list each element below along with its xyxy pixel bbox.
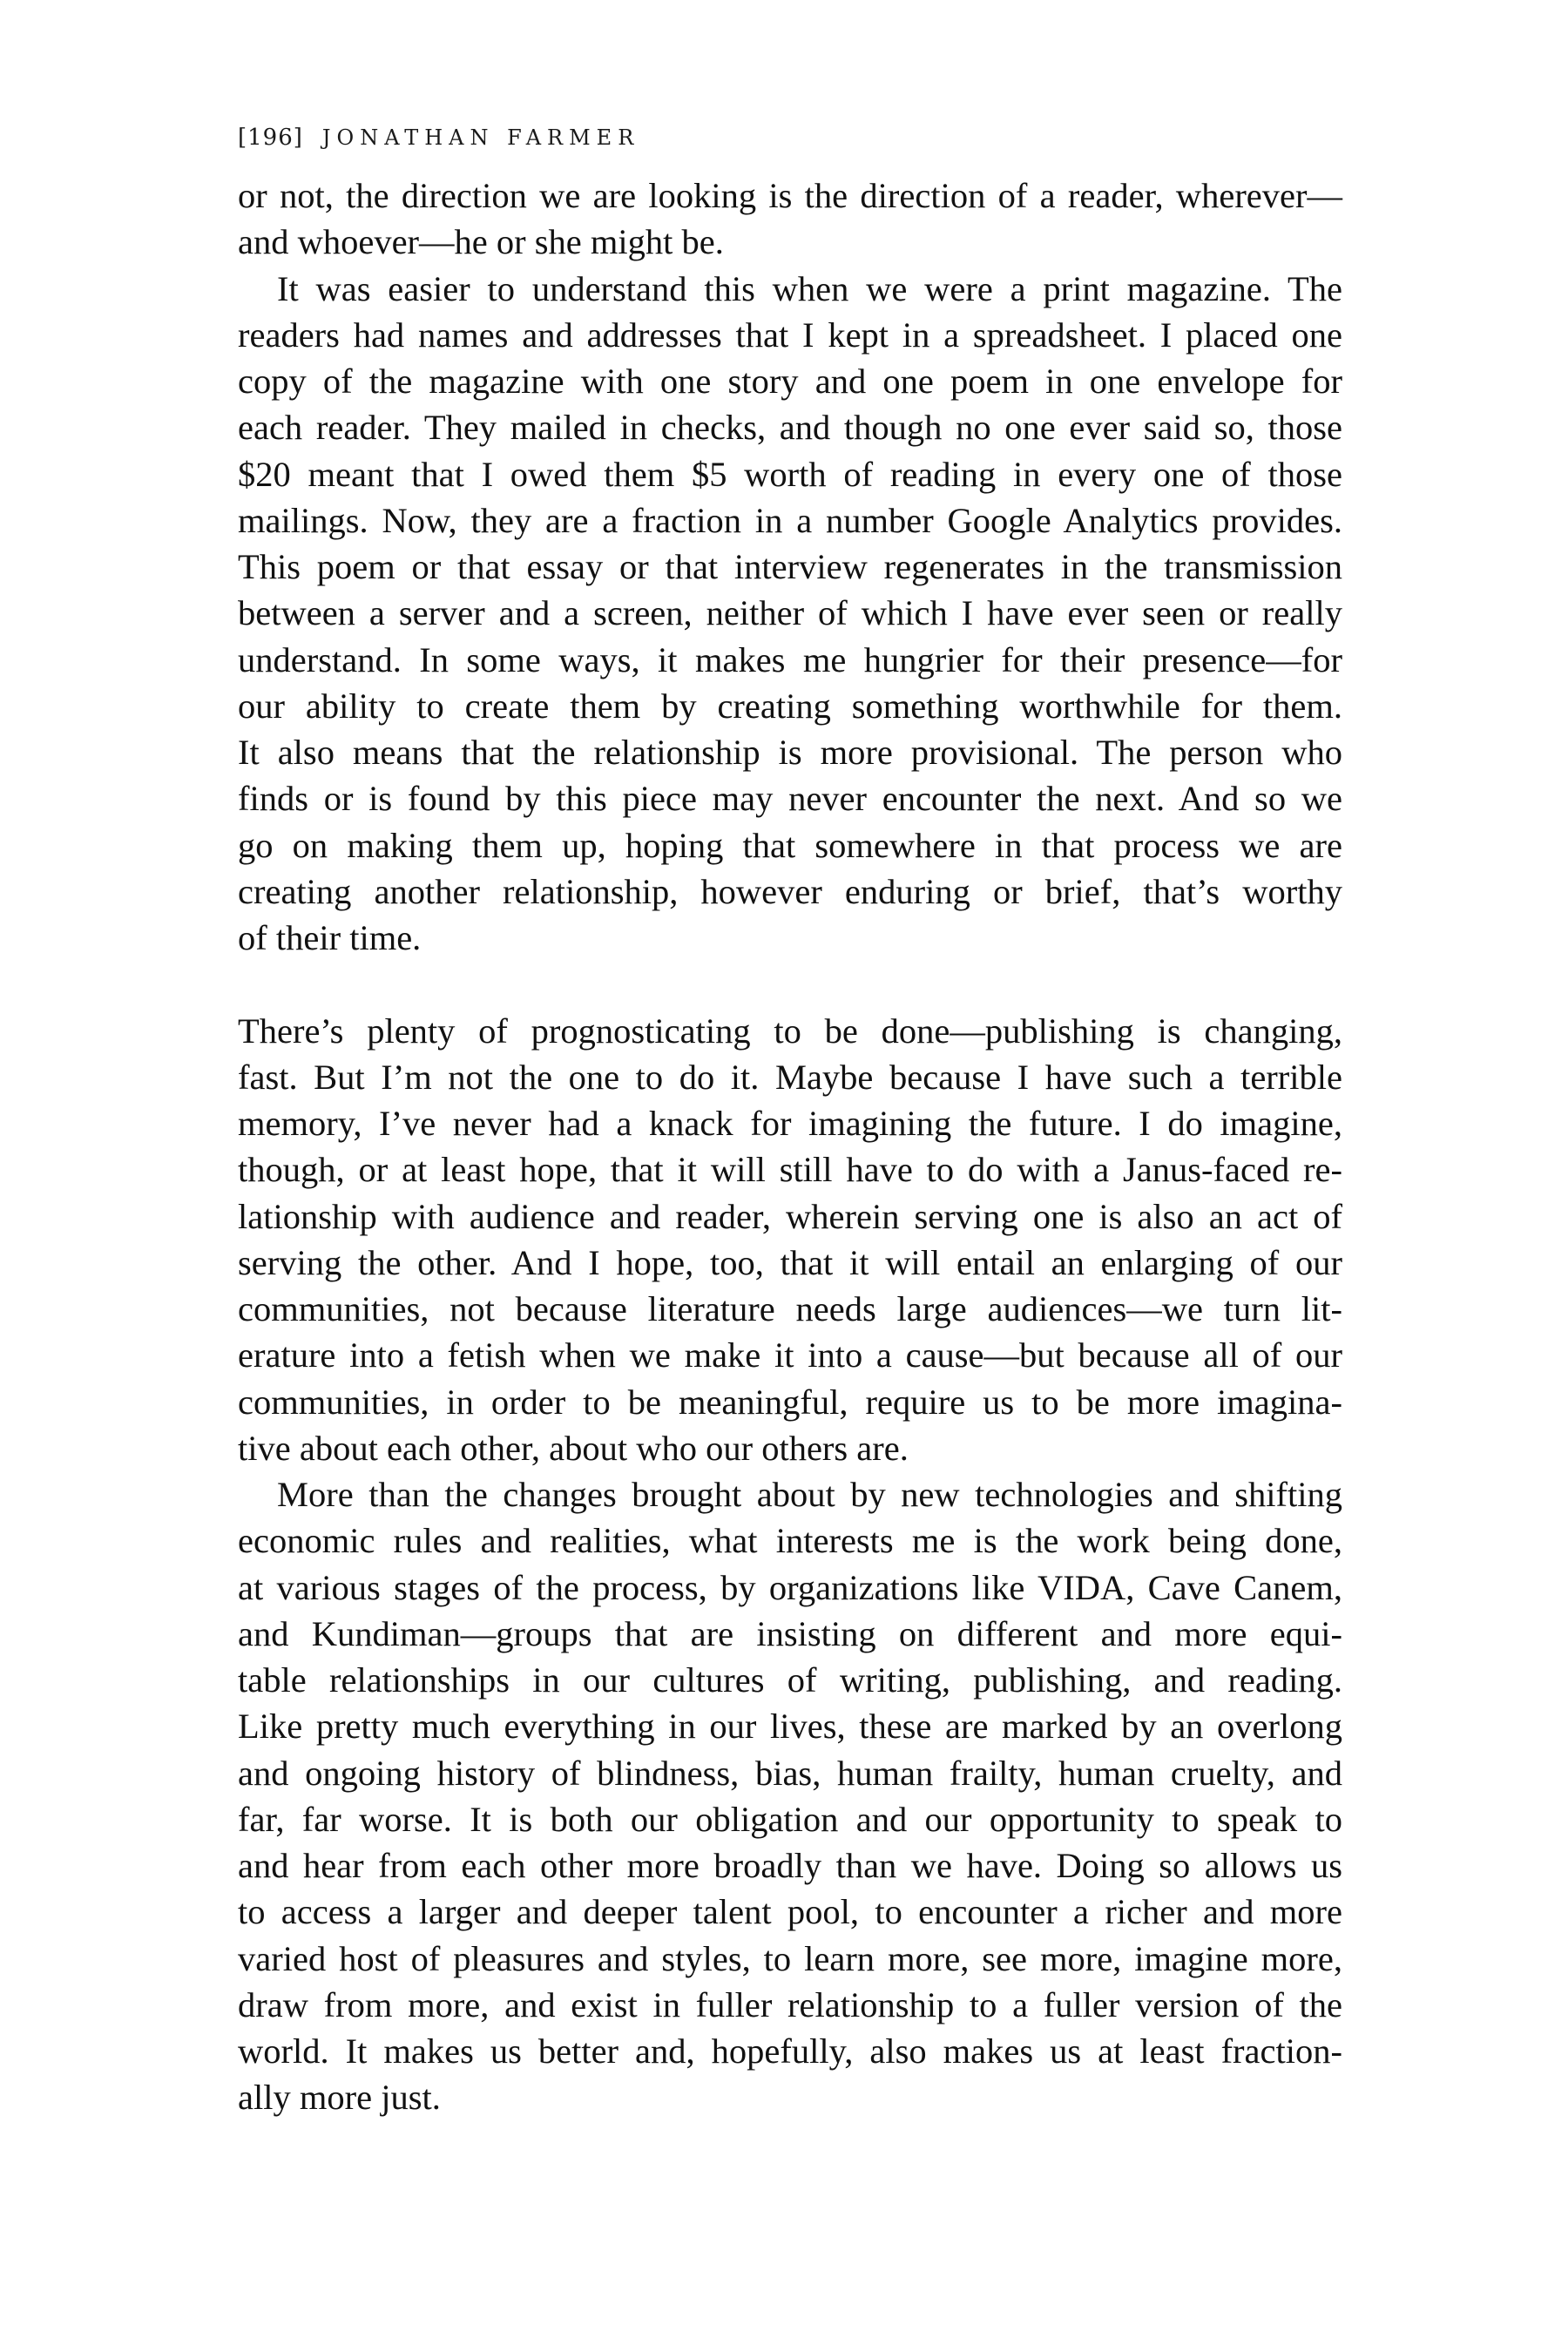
text-line: to access a larger and deeper talent pool, to encounter a richer and more	[238, 1892, 1342, 1932]
text-line: lationship with audience and reader, wherein serving one is also an act of	[238, 1196, 1342, 1236]
text-line: There’s plenty of prognosticating to be done—publishing is changing,	[238, 1010, 1342, 1051]
text-line: More than the changes brought about by new technologies and shifting	[277, 1475, 1342, 1514]
text-line: though, or at least hope, that it will still have to do with a Janus-faced re-	[238, 1150, 1342, 1190]
text-line: fast. But I’m not the one to do it. Maybe because I have such a terrible	[238, 1057, 1342, 1097]
text-line: far, far worse. It is both our obligation and our opportunity to speak to	[238, 1799, 1342, 1839]
section-break	[238, 961, 1342, 1007]
text-line: and ongoing history of blindness, bias, human frailty, human cruelty, and	[238, 1753, 1342, 1793]
text-line: our ability to create them by creating something worthwhile for them.	[238, 686, 1342, 726]
text-line: economic rules and realities, what interests me is the work being done,	[238, 1521, 1342, 1561]
text-line: It was easier to understand this when we were a print magazine. The	[277, 268, 1342, 308]
text-line: or not, the direction we are looking is the direction of a reader, wherever—	[238, 176, 1342, 215]
text-line: go on making them up, hoping that somewhere in that process we are	[238, 825, 1342, 865]
paragraph	[238, 1008, 1342, 1472]
text-line: and Kundiman—groups that are insisting on different and more equi-	[238, 1613, 1342, 1653]
body-text	[238, 172, 1342, 2121]
running-head	[238, 122, 639, 153]
text-line: serving the other. And I hope, too, that it will entail an enlarging of our	[238, 1242, 1342, 1282]
text-line: and whoever—he or she might be.	[238, 222, 724, 262]
text-line: erature into a fetish when we make it into a cause—but because all of our	[238, 1335, 1342, 1375]
text-line: Like pretty much everything in our lives, these are marked by an overlong	[238, 1707, 1342, 1747]
text-line: readers had names and addresses that I kept in a spreadsheet. I placed one	[238, 314, 1342, 355]
text-line: varied host of pleasures and styles, to learn more, see more, imagine more,	[238, 1938, 1342, 1978]
text-line: mailings. Now, they are a fraction in a number Google Analytics provides.	[238, 500, 1342, 540]
text-line: communities, in order to be meaningful, require us to be more imagina-	[238, 1382, 1342, 1422]
text-line: each reader. They mailed in checks, and though no one ever said so, those	[238, 408, 1342, 448]
text-line: This poem or that essay or that interview regenerates in the transmission	[238, 547, 1342, 586]
text-line: ally more just.	[238, 2078, 441, 2118]
text-line: tive about each other, about who our others are.	[238, 1428, 909, 1468]
text-line: at various stages of the process, by organizations like VIDA, Cave Canem,	[238, 1567, 1342, 1607]
paragraph	[238, 172, 1342, 266]
text-line: draw from more, and exist in fuller relationship to a fuller version of the	[238, 1984, 1342, 2024]
text-line: copy of the magazine with one story and one poem in one envelope for	[238, 362, 1342, 401]
text-line: It also means that the relationship is more provisional. The person who	[238, 733, 1342, 772]
text-line: world. It makes us better and, hopefully, also makes us at least fraction-	[238, 2031, 1342, 2071]
page-number: [196]	[238, 125, 303, 151]
text-line: understand. In some ways, it makes me hungrier for their presence—for	[238, 639, 1342, 679]
text-line: communities, not because literature needs large audiences—we turn lit-	[238, 1289, 1342, 1328]
text-line: creating another relationship, however enduring or brief, that’s worthy	[238, 871, 1342, 911]
text-line: and hear from each other more broadly than we have. Doing so allows us	[238, 1846, 1342, 1885]
author-name: JONATHAN FARMER	[321, 125, 640, 150]
text-line: of their time.	[238, 918, 422, 957]
text-line: $20 meant that I owed them $5 worth of reading in every one of those	[238, 454, 1342, 494]
text-line: finds or is found by this piece may never encounter the next. And so we	[238, 779, 1342, 819]
text-line: memory, I’ve never had a knack for imagining the future. I do imagine,	[238, 1104, 1342, 1143]
paragraph	[238, 266, 1342, 962]
text-line: table relationships in our cultures of writing, publishing, and reading.	[238, 1660, 1342, 1700]
text-line: between a server and a screen, neither of which I have ever seen or really	[238, 593, 1342, 633]
paragraph	[238, 1471, 1342, 2121]
